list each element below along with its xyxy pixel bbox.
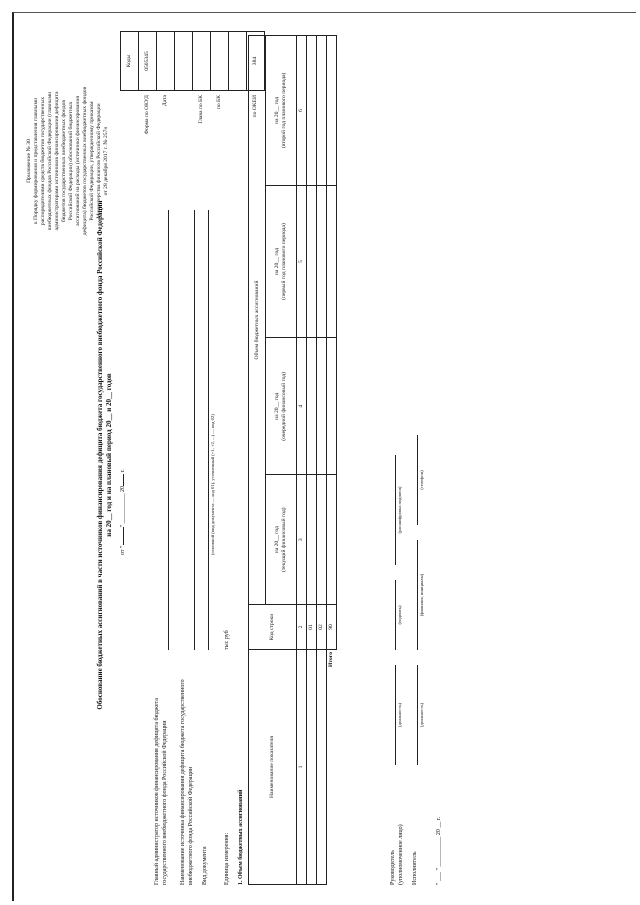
col-6-header: на 20__ год (второй год планового периода) xyxy=(266,36,297,186)
col-5-header: на 20__ год (первый год планового периода) xyxy=(266,185,297,337)
appendix-line: Приложение № 30 xyxy=(26,139,32,183)
field-doctype-hint: (основной (вид документа — код 01), уточненный (+1, +2, ...) — код 02) xyxy=(210,414,215,555)
cell-input[interactable] xyxy=(316,338,326,475)
col-num: 5 xyxy=(297,185,307,337)
head-decoding[interactable]: (расшифровка подписи) xyxy=(395,455,403,565)
row-code: 01 xyxy=(306,605,316,650)
total-code: 90 xyxy=(326,605,336,650)
col-name-header: Наименование показателя xyxy=(249,650,297,885)
total-row xyxy=(326,36,336,885)
cell-input[interactable] xyxy=(306,338,316,475)
date-suffix: г. xyxy=(120,469,126,473)
field-doctype-line[interactable] xyxy=(208,210,209,650)
col-num: 2 xyxy=(297,605,307,650)
row-name[interactable] xyxy=(306,650,316,885)
group-header: Объем бюджетных ассигнований xyxy=(249,36,266,605)
cell-input[interactable] xyxy=(316,475,326,605)
field-doctype-label: Вид документа xyxy=(202,846,208,885)
col-num: 4 xyxy=(297,338,307,475)
cell-input[interactable] xyxy=(316,185,326,337)
cell-input[interactable] xyxy=(326,475,336,605)
code-value: 384 xyxy=(247,32,265,91)
cell-input[interactable] xyxy=(326,185,336,337)
appendix-line: ассигнований на расходы (источники финансирования xyxy=(74,96,81,226)
col-code-header: Код строки xyxy=(249,605,297,650)
row-name[interactable] xyxy=(316,650,326,885)
field-source-label: Наименование источника финансирования дефицита бюджета государственного внебюджетного фонда Российской Федерации xyxy=(180,679,194,885)
executor-label: Исполнитель xyxy=(412,851,418,885)
code-value: 0505345 xyxy=(139,32,157,91)
column-numbers-row xyxy=(297,36,307,885)
code-label: по ОКЕИ xyxy=(252,95,258,118)
appendix-line: распорядителями средств бюджетов государственных xyxy=(39,96,46,226)
head-label: Руководитель xyxy=(390,850,396,885)
appendix-line: Российской Федерации, утвержденному приказом xyxy=(88,101,95,221)
codes-table xyxy=(120,31,265,165)
table-row xyxy=(306,36,316,885)
cell-input[interactable] xyxy=(316,36,326,186)
code-label: Глава по БК xyxy=(198,95,204,124)
appendix-line: Министерства финансов Российской Федерации xyxy=(95,103,102,219)
cell-input[interactable] xyxy=(306,475,316,605)
title-line-2: на 20__ год и на плановый период 20__ и 20__ годов xyxy=(104,373,113,537)
allocation-table xyxy=(248,35,337,885)
cell-input[interactable] xyxy=(326,36,336,186)
field-unit-label: Единица измерения: xyxy=(224,832,230,885)
date-prefix: от " xyxy=(120,545,126,555)
signature-date[interactable]: " ___ " __________ 20 __ г. xyxy=(436,816,442,885)
executor-fio[interactable]: (фамилия, инициалы) xyxy=(417,540,425,650)
appendix-line: к Порядку формирования и представления главными xyxy=(32,97,39,225)
head-position[interactable]: (должность) xyxy=(395,665,403,765)
code-label: по БК xyxy=(216,95,222,110)
code-value xyxy=(229,32,247,91)
head-signature[interactable]: (подпись) xyxy=(395,580,403,650)
executor-position[interactable]: (должность) xyxy=(417,665,425,765)
code-label xyxy=(175,91,193,166)
appendix-line: внебюджетных фондов Российской Федерации (главными xyxy=(46,91,53,231)
code-label: Форма по ОКУД xyxy=(144,95,150,135)
appendix-line: бюджетов государственных внебюджетных фондов xyxy=(60,99,67,223)
appendix-line: администраторами источников финансирования дефицита xyxy=(53,91,60,231)
title-line-1: Обоснование бюджетных ассигнований в части источников финансирования дефицита бюджета государственного внебюджетного фонда Российской Федерации xyxy=(96,200,104,710)
total-label: Итого xyxy=(326,650,336,885)
code-value xyxy=(211,32,229,91)
appendix-line: дефицита) бюджетов государственных внебюджетных фондов xyxy=(81,86,88,236)
col-num: 1 xyxy=(297,650,307,885)
field-admin-line[interactable] xyxy=(168,210,169,650)
code-value xyxy=(175,32,193,91)
head-sub-label: (уполномоченное лицо) xyxy=(398,824,404,885)
codes-header: Коды xyxy=(121,32,139,91)
field-admin-label: Главный администратор источников финансирования дефицита бюджета государственного внебюджетного фонда Российской Федерации xyxy=(154,698,168,885)
executor-phone[interactable]: (телефон) xyxy=(417,435,425,525)
row-code: 02 xyxy=(316,605,326,650)
section-title: 1. Объем бюджетных ассигнований xyxy=(238,789,244,885)
code-value xyxy=(193,32,211,91)
table-row xyxy=(316,36,326,885)
col-3-header: на 20__ год (текущий финансовый год) xyxy=(266,475,297,605)
code-label: Дата xyxy=(162,95,168,107)
cell-input[interactable] xyxy=(326,338,336,475)
date-mid: " __________ 20 xyxy=(120,486,126,528)
document-title xyxy=(96,25,114,885)
date-line xyxy=(120,469,128,555)
col-num: 6 xyxy=(297,36,307,186)
cell-input[interactable] xyxy=(306,185,316,337)
appendix-line: от 28 декабря 2017 г. № 257н xyxy=(102,126,109,196)
appendix-line: Российской Федерации) обоснований бюджетных xyxy=(67,101,74,221)
col-num: 3 xyxy=(297,475,307,605)
code-value xyxy=(157,32,175,91)
col-4-header: на 20__ год (очередной финансовый год) xyxy=(266,338,297,475)
document-sheet xyxy=(20,25,620,885)
field-source-line[interactable] xyxy=(194,210,195,650)
field-unit-value: тыс руб xyxy=(224,630,230,650)
cell-input[interactable] xyxy=(306,36,316,186)
code-label xyxy=(229,91,247,166)
